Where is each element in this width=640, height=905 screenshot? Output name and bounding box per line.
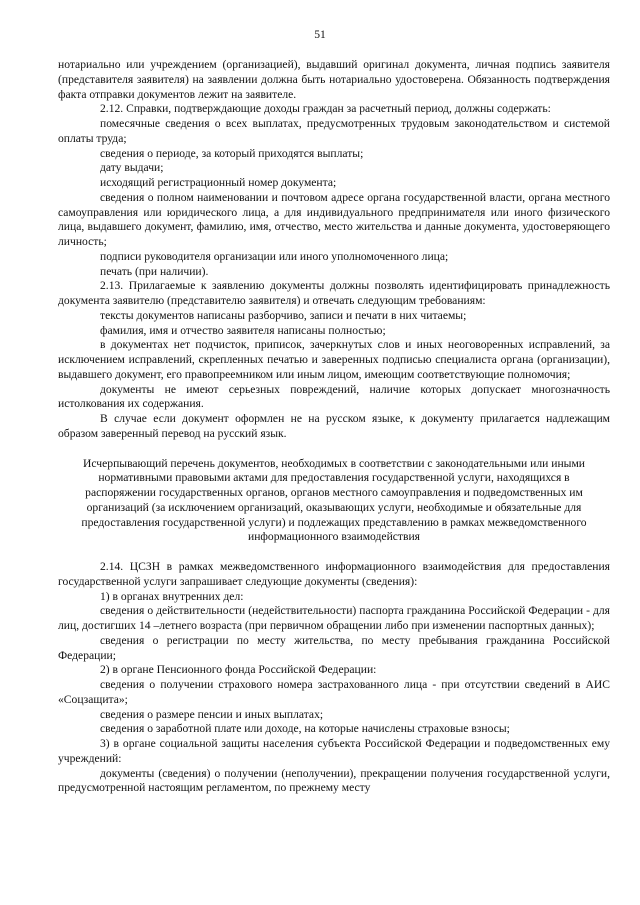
section-requirements (58, 58, 610, 442)
paragraph: сведения о регистрации по месту жительства, по месту пребывания гражданина Российской Федерации; (58, 633, 610, 662)
paragraph: 2.12. Справки, подтверждающие доходы граждан за расчетный период, должны содержать: (100, 102, 551, 116)
section-heading: Исчерпывающий перечень документов, необходимых в соответствии с законодательными или иными нормативными правовыми актами для предоставления государственной услуги, находящихся в распоряжении государственных органов, органов местного самоуправления и подведомственных им организаций (за исключением организаций, оказывающих услуги, необходимые и обязательные для предоставления государственной услуги) и подлежащих представлению в рамках межведомственного информационного взаимодействия (81, 456, 587, 544)
paragraph: сведения о полном наименовании и почтовом адресе органа государственной власти, органа местного самоуправления или юридического лица, а для индивидуального предпринимателя или иного физического лица, выдавшего документ, фамилию, имя, отчество, место жительства и данные документа, удостоверяющего личность; (58, 190, 610, 248)
page-number: 51 (314, 28, 326, 41)
paragraph: сведения о периоде, за который приходятся выплаты; (100, 146, 364, 160)
paragraph: сведения о получении страхового номера застрахованного лица - при отсутствии сведений в АИС «Соцзащита»; (58, 678, 610, 706)
paragraph: документы (сведения) о получении (неполучении), прекращении получения государственной услуги, предусмотренной настоящим регламентом, по прежнему месту (58, 766, 610, 795)
paragraph: дату выдачи; (100, 161, 164, 175)
paragraph: в документах нет подчисток, приписок, зачеркнутых слов и иных неоговоренных исправлений, за исключением исправлений, скрепленных печатью и заверенных подписью специалиста органа (организации), выдавшего документ, его правопреемником или иным лицом, имеющим соответствующие полномочия; (58, 338, 610, 381)
paragraph: В случае если документ оформлен не на русском языке, к документу прилагается надлежащим образом заверенный перевод на русский язык. (58, 412, 610, 440)
paragraph: 2.13. Прилагаемые к заявлению документы должны позволять идентифицировать принадлежность документа заявителю (представителю заявителя) и отвечать следующим требованиям: (58, 279, 610, 307)
paragraph: нотариально или учреждением (организацией), выдавший оригинал документа, личная подпись заявителя (представителя заявителя) на заявлении должна быть нотариально удостоверена. Обязанность подтверждения факта отправки документов лежит на заявителе. (58, 58, 610, 101)
paragraph: документы не имеют серьезных повреждений, наличие которых допускает многозначность истолкования их содержания. (58, 382, 610, 411)
paragraph: исходящий регистрационный номер документа; (100, 176, 337, 189)
paragraph: помесячные сведения о всех выплатах, предусмотренных трудовым законодательством и системой оплаты труда; (58, 117, 610, 145)
paragraph: 3) в органе социальной защиты населения субъекта Российской Федерации и подведомственных ему учреждений: (58, 737, 610, 765)
paragraph: 1) в органах внутренних дел: (100, 589, 244, 603)
paragraph: сведения о размере пенсии и иных выплатах; (100, 707, 324, 721)
paragraph: печать (при наличии). (100, 264, 209, 278)
paragraph: подписи руководителя организации или иного уполномоченного лица; (100, 249, 449, 263)
paragraph: тексты документов написаны разборчиво, записи и печати в них читаемы; (100, 308, 467, 322)
spacer (58, 545, 610, 560)
section-interagency-documents (58, 560, 610, 796)
paragraph: сведения о действительности (недействительности) паспорта гражданина Российской Федерации - для лиц, достигших 14 –летнего возраста (при первичном обращении либо при изменении паспортных данных); (58, 604, 610, 632)
paragraph: сведения о заработной плате или доходе, на которые начислены страховые взносы; (100, 722, 510, 736)
document-body (58, 58, 610, 796)
paragraph: 2.14. ЦСЗН в рамках межведомственного информационного взаимодействия для предоставления государственной услуги запрашивает следующие документы (сведения): (58, 560, 610, 588)
paragraph: фамилия, имя и отчество заявителя написаны полностью; (100, 323, 386, 337)
spacer (58, 442, 610, 457)
paragraph: 2) в органе Пенсионного фонда Российской Федерации: (100, 663, 377, 677)
